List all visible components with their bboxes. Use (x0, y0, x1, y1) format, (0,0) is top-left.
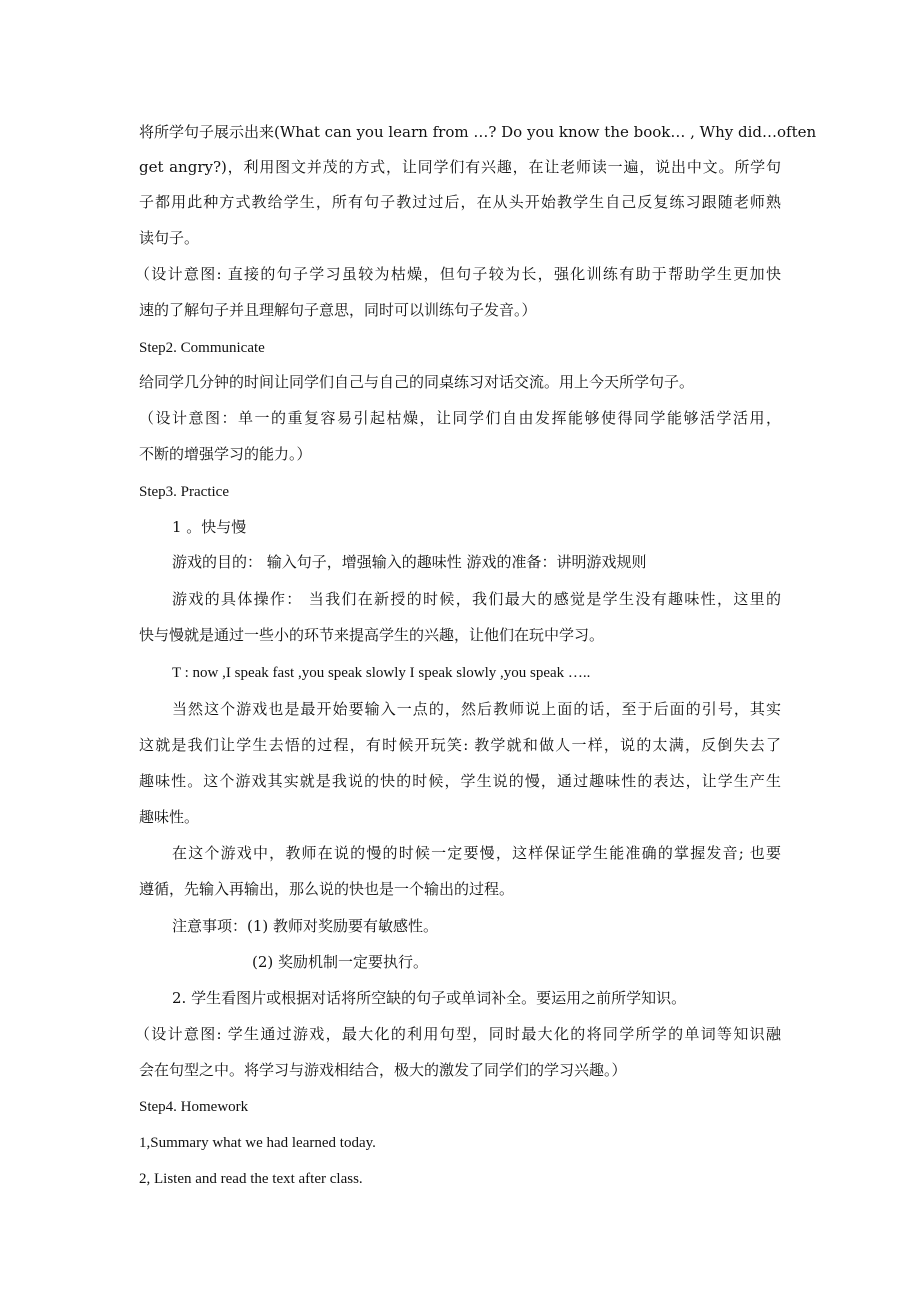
intro-line-4: 读句子。 (139, 229, 200, 247)
step3-notice-1: 注意事项：(1) 教师对奖励要有敏感性。 (172, 917, 439, 935)
step2-heading: Step2. Communicate (139, 340, 265, 356)
step2-note-line-2: 不断的增强学习的能力。） (139, 445, 312, 463)
step3-item2: 2. 学生看图片或根据对话将所空缺的句子或单词补全。要运用之前所学知识。 (172, 989, 687, 1007)
step3-para1-line-3: 趣味性。这个游戏其实就是我说的快的时候，学生说的慢，通过趣味性的表达，让学生产生 (139, 772, 781, 790)
step3-item1-title: 1 。快与慢 (172, 518, 247, 536)
intro-line-3: 子都用此种方式教给学生，所有句子教过过后，在从头开始教学生自己反复练习跟随老师熟 (139, 193, 781, 211)
intro-line-1: 将所学句子展示出来(What can you learn from …? Do you know the book… , Why did…often (139, 123, 817, 141)
design-note-1-line-2: 速的了解句子并且理解句子意思，同时可以训练句子发音。） (139, 301, 537, 319)
step2-note-line-1: （设计意图：单一的重复容易引起枯燥，让同学们自由发挥能够使得同学能够活学活用， (139, 409, 781, 427)
step3-notice-2: (2) 奖励机制一定要执行。 (252, 953, 429, 971)
step2-body: 给同学几分钟的时间让同学们自己与自己的同桌练习对话交流。用上今天所学句子。 (139, 373, 695, 391)
step3-operation-line-2: 快与慢就是通过一些小的环节来提高学生的兴趣，让他们在玩中学习。 (139, 626, 605, 644)
step3-game-goal: 游戏的目的： 输入句子，增强输入的趣味性 游戏的准备：讲明游戏规则 (172, 553, 647, 571)
step3-para1-line-2: 这就是我们让学生去悟的过程，有时候开玩笑: 教学就和做人一样，说的太满，反倒失去了 (139, 736, 781, 754)
step3-para1-line-1: 当然这个游戏也是最开始要输入一点的，然后教师说上面的话，至于后面的引号，其实 (172, 700, 781, 718)
step3-teacher-line: T : now ,I speak fast ,you speak slowly I speak slowly ,you speak ….. (172, 665, 591, 681)
step3-note-line-2: 会在句型之中。将学习与游戏相结合，极大的激发了同学们的学习兴趣。） (139, 1061, 627, 1079)
step3-note-line-1: （设计意图: 学生通过游戏，最大化的利用句型，同时最大化的将同学所学的单词等知识融 (135, 1025, 781, 1043)
step3-para2-line-2: 遵循，先输入再输出，那么说的快也是一个输出的过程。 (139, 880, 515, 898)
step4-heading: Step4. Homework (139, 1099, 249, 1115)
step3-operation-line-1: 游戏的具体操作： 当我们在新授的时候，我们最大的感觉是学生没有趣味性，这里的 (172, 590, 781, 608)
intro-line-2: get angry?)，利用图文并茂的方式，让同学们有兴趣，在让老师读一遍，说出中文。所学句 (139, 158, 781, 176)
step3-para1-line-4: 趣味性。 (139, 808, 200, 826)
step3-para2-line-1: 在这个游戏中，教师在说的慢的时候一定要慢，这样保证学生能准确的掌握发音; 也要 (172, 844, 781, 862)
step4-homework-1: 1,Summary what we had learned today. (139, 1135, 376, 1151)
step3-heading: Step3. Practice (139, 484, 229, 500)
step4-homework-2: 2, Listen and read the text after class. (139, 1171, 363, 1187)
design-note-1-line-1: （设计意图: 直接的句子学习虽较为枯燥，但句子较为长，强化训练有助于帮助学生更加快 (135, 265, 781, 283)
